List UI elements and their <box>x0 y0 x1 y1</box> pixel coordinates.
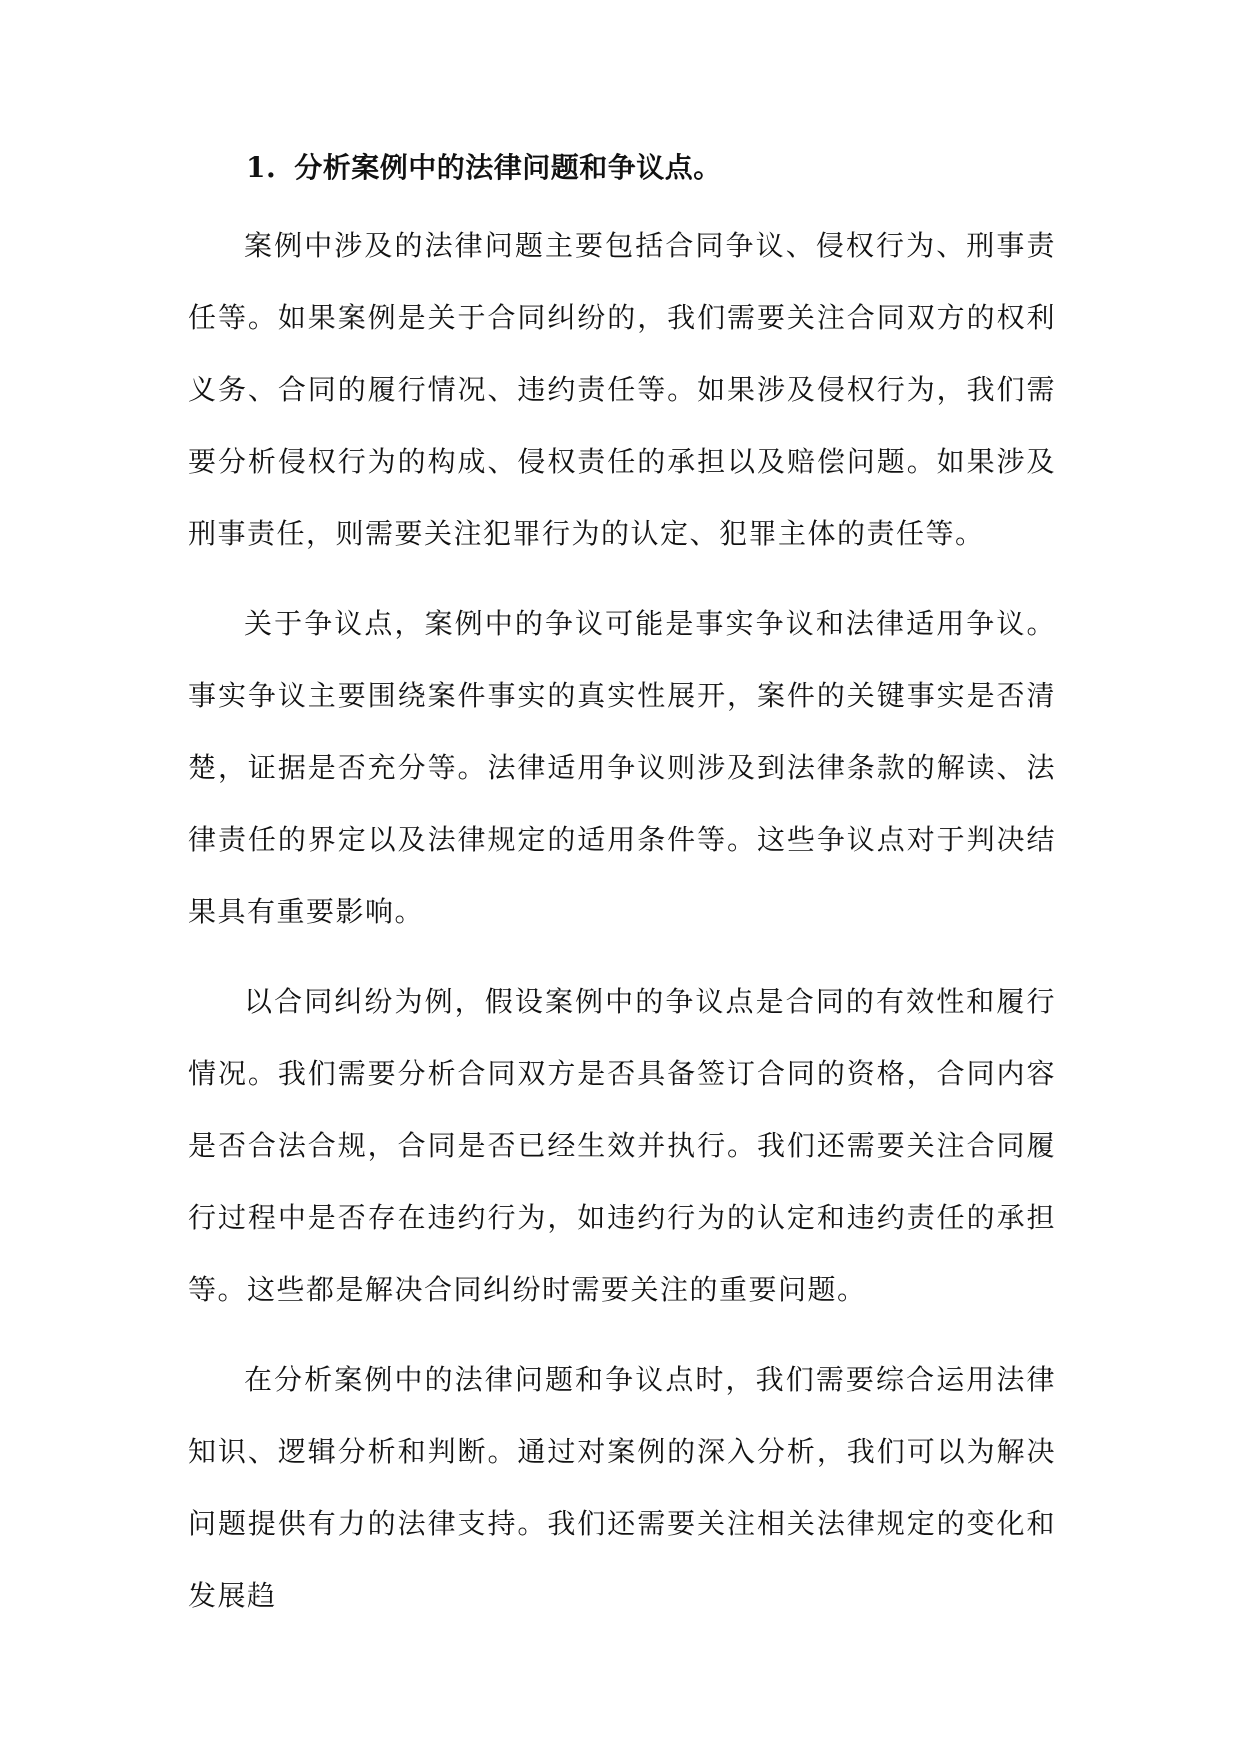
paragraph-dispute-points: 关于争议点，案例中的争议可能是事实争议和法律适用争议。事实争议主要围绕案件事实的真实性展开，案件的关键事实是否清楚，证据是否充分等。法律适用争议则涉及到法律条款的解读、法律责任的界定以及法律规定的适用条件等。这些争议点对于判决结果具有重要影响。 <box>188 607 1056 928</box>
paragraph-analysis-approach: 在分析案例中的法律问题和争议点时，我们需要综合运用法律知识、逻辑分析和判断。通过对案例的深入分析，我们可以为解决问题提供有力的法律支持。我们还需要关注相关法律规定的变化和发展趋 <box>188 1363 1056 1612</box>
section-heading <box>246 148 722 188</box>
paragraph-legal-issues: 案例中涉及的法律问题主要包括合同争议、侵权行为、刑事责任等。如果案例是关于合同纠纷的，我们需要关注合同双方的权利义务、合同的履行情况、违约责任等。如果涉及侵权行为，我们需要分析侵权行为的构成、侵权责任的承担以及赔偿问题。如果涉及刑事责任，则需要关注犯罪行为的认定、犯罪主体的责任等。 <box>188 229 1056 550</box>
section-number: 1. <box>246 151 277 184</box>
section-title: 分析案例中的法律问题和争议点。 <box>294 151 722 184</box>
paragraph-contract-example: 以合同纠纷为例，假设案例中的争议点是合同的有效性和履行情况。我们需要分析合同双方是否具备签订合同的资格，合同内容是否合法合规，合同是否已经生效并执行。我们还需要关注合同履行过程中是否存在违约行为，如违约行为的认定和违约责任的承担等。这些都是解决合同纠纷时需要关注的重要问题。 <box>188 985 1056 1306</box>
